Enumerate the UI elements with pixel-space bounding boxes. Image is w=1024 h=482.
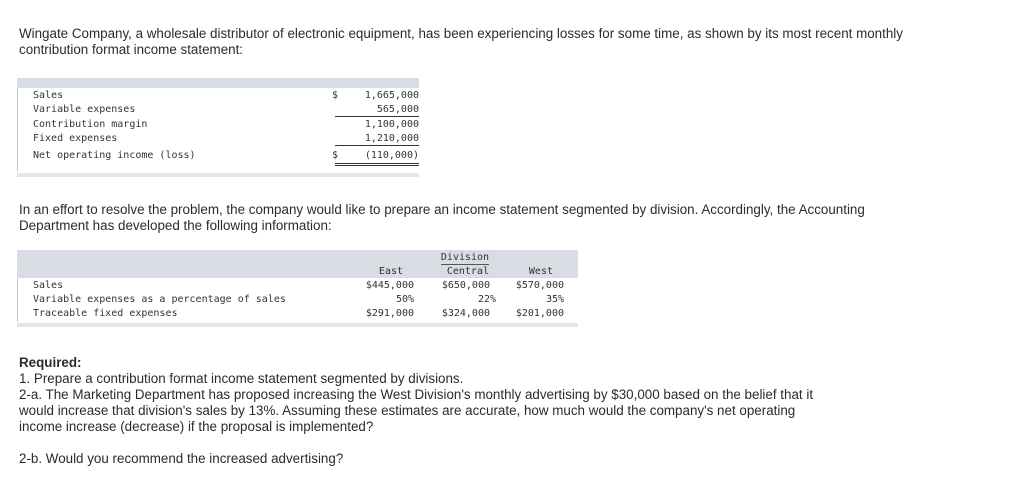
- cell-west-variable-pct: 35%: [545, 294, 564, 305]
- row-value-variable-expenses: 565,000: [376, 104, 419, 115]
- income-statement-table: [17, 78, 419, 171]
- row-label-variable-expense-pct: Variable expenses as a percentage of sales: [33, 294, 286, 305]
- row-value-net-operating-income: (110,000): [364, 150, 419, 161]
- table-footer-bar: [17, 323, 578, 327]
- row-value-sales: 1,665,000: [364, 90, 419, 101]
- required-item-2a-line1: 2-a. The Marketing Department has proposed increasing the West Division's monthly advertising by $30,000 based on the belief that it: [19, 387, 814, 402]
- required-item-1: 1. Prepare a contribution format income statement segmented by divisions.: [19, 371, 464, 386]
- cell-central-sales: $650,000: [441, 280, 490, 291]
- table-header-bar: [17, 78, 419, 88]
- effort-paragraph: In an effort to resolve the problem, the company would like to prepare an income statement segmented by division. Accordingly, the Accounting Department has developed the following information:: [19, 202, 865, 233]
- row-label-sales: Sales: [33, 90, 64, 101]
- row-label-contribution-margin: Contribution margin: [33, 119, 148, 130]
- row-value-contribution-margin: 1,100,000: [364, 119, 419, 130]
- cell-central-variable-pct: 22%: [477, 294, 496, 305]
- column-header-central: Central: [446, 266, 489, 277]
- row-label-traceable-fixed: Traceable fixed expenses: [33, 308, 178, 319]
- required-heading: Required:: [19, 355, 82, 370]
- cell-east-traceable-fixed: $291,000: [365, 308, 414, 319]
- cell-east-variable-pct: 50%: [395, 294, 414, 305]
- row-dollar-net-operating-income: $: [332, 150, 339, 161]
- division-group-header: Division: [440, 252, 490, 263]
- cell-west-traceable-fixed: $201,000: [515, 308, 564, 319]
- double-underline: [335, 165, 419, 166]
- required-item-2b: 2-b. Would you recommend the increased advertising?: [19, 451, 344, 466]
- table-header-bar: [17, 250, 578, 278]
- cell-west-sales: $570,000: [515, 280, 564, 291]
- division-table: [17, 250, 578, 330]
- intro-paragraph: Wingate Company, a wholesale distributor of electronic equipment, has been experiencing losses for some time, as shown by its most recent monthly contribution format income statement:: [19, 26, 903, 57]
- underline: [335, 145, 419, 146]
- double-underline: [335, 163, 419, 164]
- cell-east-sales: $445,000: [365, 280, 414, 291]
- underline: [335, 116, 419, 117]
- row-label-net-operating-income: Net operating income (loss): [33, 150, 196, 161]
- required-item-2a-line2: would increase that division's sales by 13%. Assuming these estimates are accurate, how much would the company's net operating: [19, 403, 796, 418]
- row-dollar-sales: $: [332, 90, 339, 101]
- division-header-rule: [441, 264, 489, 265]
- row-label-fixed-expenses: Fixed expenses: [33, 133, 118, 144]
- row-label-sales: Sales: [33, 280, 64, 291]
- column-header-west: West: [528, 266, 553, 277]
- cell-central-traceable-fixed: $324,000: [441, 308, 490, 319]
- column-header-east: East: [378, 266, 403, 277]
- row-label-variable-expenses: Variable expenses: [33, 104, 136, 115]
- table-footer-bar: [17, 173, 419, 177]
- required-item-2a-line3: income increase (decrease) if the proposal is implemented?: [19, 419, 374, 434]
- row-value-fixed-expenses: 1,210,000: [364, 133, 419, 144]
